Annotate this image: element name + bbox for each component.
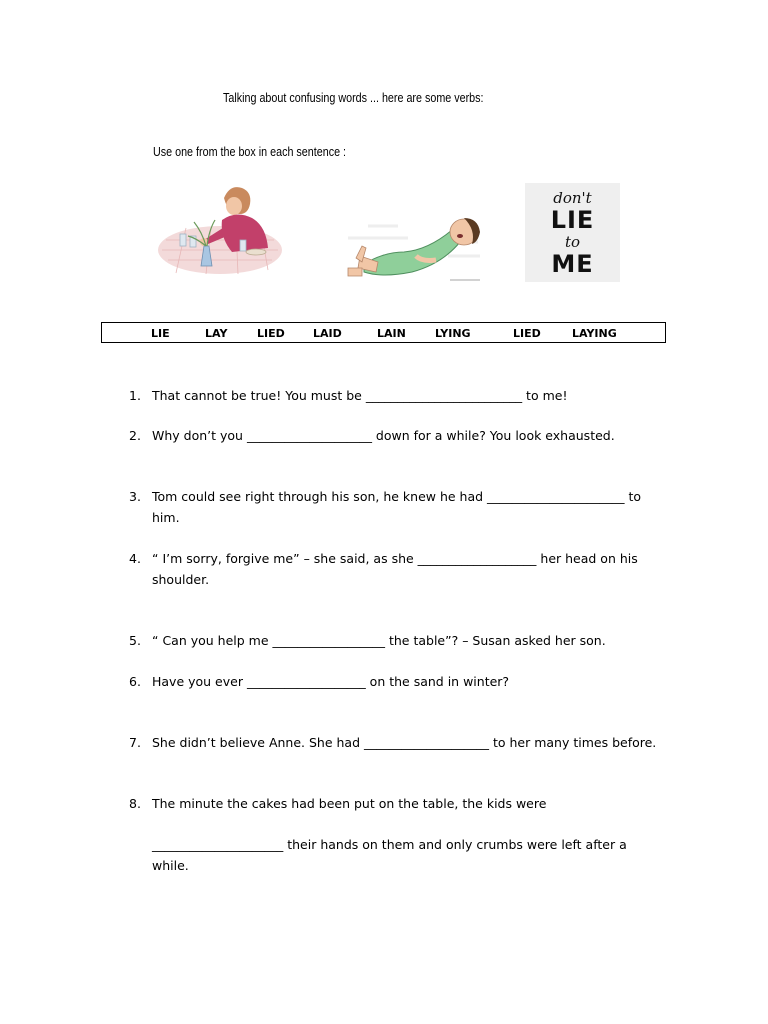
sign-line-me: ME xyxy=(551,250,594,278)
question-number: 4. xyxy=(129,551,141,566)
question-number: 2. xyxy=(129,428,141,443)
question-text: _____________________ their hands on them and only crumbs were left after a while. xyxy=(152,837,627,873)
question-number: 1. xyxy=(129,388,141,403)
question-text: “ I’m sorry, forgive me” – she said, as she ___________________ her head on his shoulder. xyxy=(152,551,638,587)
question-number: 7. xyxy=(129,735,141,750)
word-laid: LAID xyxy=(313,327,342,340)
word-lied-2: LIED xyxy=(513,327,541,340)
question-text: The minute the cakes had been put on the table, the kids were xyxy=(152,796,547,811)
question-number: 3. xyxy=(129,489,141,504)
question-text: Why don’t you ____________________ down for a while? You look exhausted. xyxy=(152,428,615,443)
page-title: Talking about confusing words ... here are some verbs: xyxy=(223,91,484,105)
dont-lie-to-me-sign xyxy=(525,183,620,282)
word-laying: LAYING xyxy=(572,327,617,340)
question-text: That cannot be true! You must be _________________________ to me! xyxy=(152,388,568,403)
sign-line-dont: don't xyxy=(553,189,592,207)
verb-word-box xyxy=(101,322,666,343)
instruction-text: Use one from the box in each sentence : xyxy=(153,145,347,159)
sign-line-lie: LIE xyxy=(550,206,595,234)
sign-line-to: to xyxy=(564,233,581,251)
question-text: She didn’t believe Anne. She had ____________________ to her many times before. xyxy=(152,735,657,750)
word-lain: LAIN xyxy=(377,327,406,340)
question-number: 5. xyxy=(129,633,141,648)
man-lying-down-illustration xyxy=(338,212,486,286)
word-lay: LAY xyxy=(205,327,228,340)
word-lying: LYING xyxy=(435,327,471,340)
question-text: Tom could see right through his son, he knew he had ______________________ to him. xyxy=(152,489,642,525)
word-lie: LIE xyxy=(151,327,170,340)
woman-laying-table-illustration xyxy=(156,178,284,278)
question-text: “ Can you help me __________________ the table”? – Susan asked her son. xyxy=(152,633,606,648)
question-text: Have you ever ___________________ on the sand in winter? xyxy=(152,674,510,689)
word-lied: LIED xyxy=(257,327,285,340)
question-number: 6. xyxy=(129,674,141,689)
question-number: 8. xyxy=(129,796,141,811)
